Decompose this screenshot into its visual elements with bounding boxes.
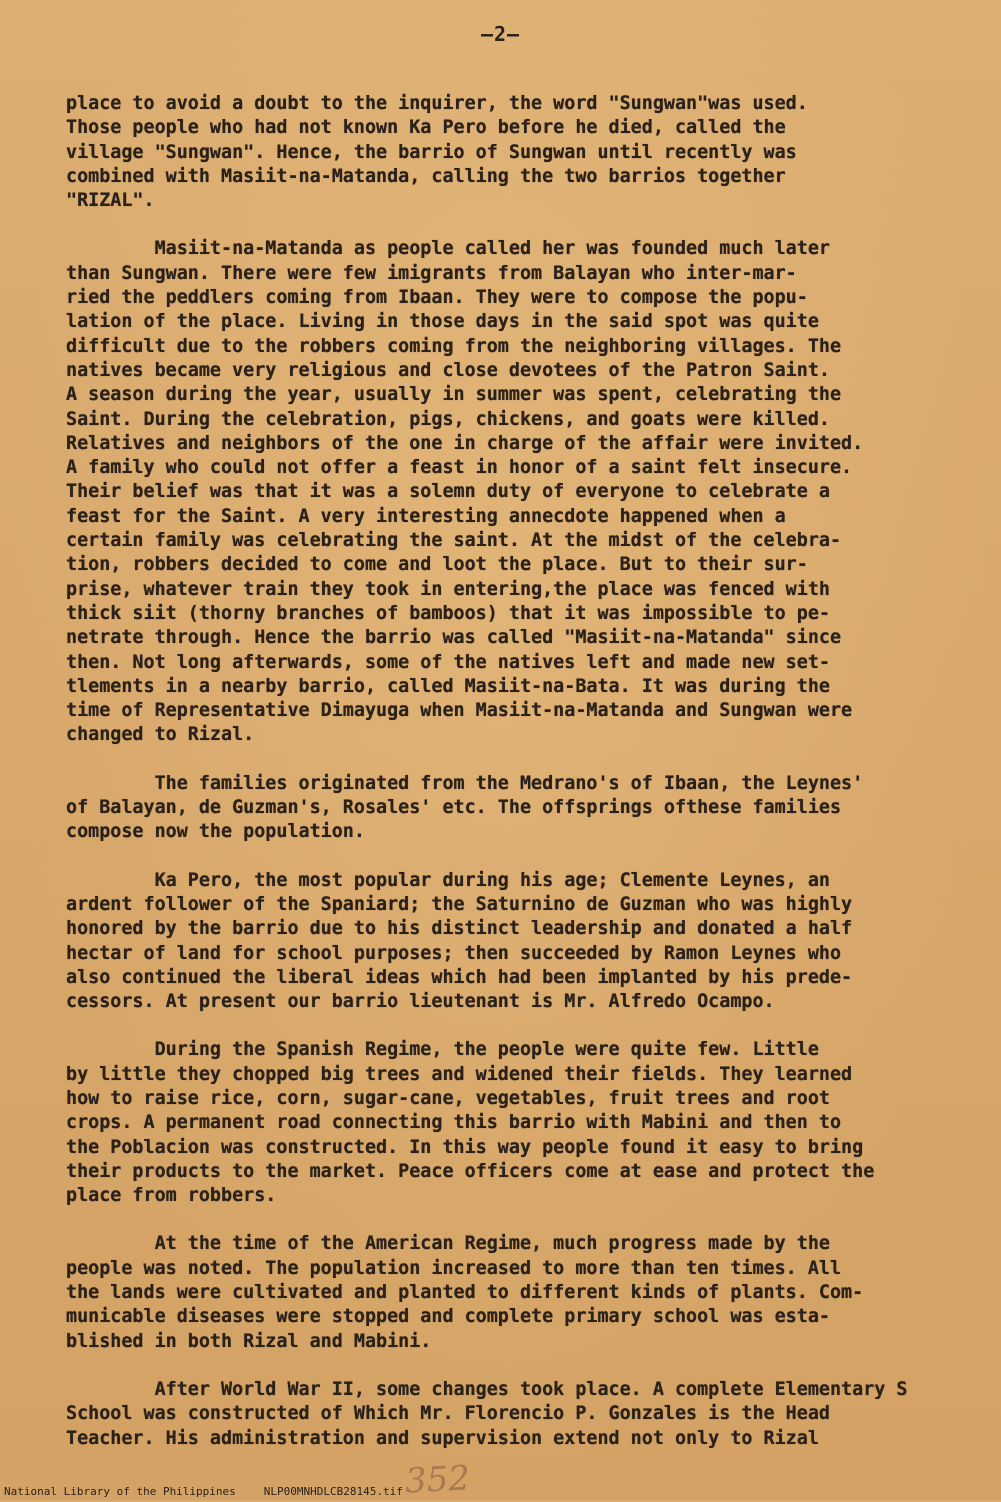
text-line: than Sungwan. There were few imigrants from Balayan who inter-mar- (66, 262, 797, 284)
text-line: Ka Pero, the most popular during his age; Clemente Leynes, an (66, 869, 830, 891)
text-line: crops. A permanent road connecting this barrio with Mabini and then to (66, 1112, 842, 1134)
text-line: School was constructed of Which Mr. Florencio P. Gonzales is the Head (66, 1403, 830, 1425)
text-line: At the time of the American Regime, much progress made by the (66, 1233, 830, 1255)
text-line: honored by the barrio due to his distinct leadership and donated a half (66, 918, 853, 940)
text-line: time of Representative Dimayuga when Masiit-na-Matanda and Sungwan were (66, 700, 853, 722)
page-number: —2— (480, 22, 521, 46)
footer-file-id: NLP00MNHDLCB28145.tif (263, 1485, 403, 1498)
text-line: cessors. At present our barrio lieutenant is Mr. Alfredo Ocampo. (66, 991, 775, 1013)
text-line: the lands were cultivated and planted to different kinds of plants. Com- (66, 1282, 864, 1304)
text-line: lation of the place. Living in those days in the said spot was quite (66, 311, 819, 333)
text-line: "RIZAL". (66, 190, 155, 212)
text-line: the Poblacion was constructed. In this way people found it easy to bring (66, 1136, 864, 1158)
text-line: Their belief was that it was a solemn duty of everyone to celebrate a (66, 481, 830, 503)
text-line: people was noted. The population increased to more than ten times. All (66, 1257, 842, 1279)
text-line: hectar of land for school purposes; then succeeded by Ramon Leynes who (66, 942, 842, 964)
text-line: After World War II, some changes took place. A complete Elementary S (66, 1378, 908, 1400)
text-line: prise, whatever train they took in entering,the place was fenced with (66, 578, 830, 600)
text-line: tion, robbers decided to come and loot the place. But to their sur- (66, 554, 808, 576)
text-line: certain family was celebrating the saint. At the midst of the celebra- (66, 530, 842, 552)
text-line: of Balayan, de Guzman's, Rosales' etc. The offsprings ofthese families (66, 797, 842, 819)
paragraph (66, 772, 966, 845)
text-line: During the Spanish Regime, the people were quite few. Little (66, 1039, 819, 1061)
text-line: changed to Rizal. (66, 724, 255, 746)
scan-footer (4, 1485, 604, 1498)
paragraph (66, 237, 966, 747)
text-line: netrate through. Hence the barrio was called "Masiit-na-Matanda" since (66, 627, 842, 649)
text-line: compose now the population. (66, 821, 365, 843)
text-line: feast for the Saint. A very interesting annecdote happened when a (66, 505, 786, 527)
document-body (66, 92, 966, 1475)
text-line: ried the peddlers coming from Ibaan. They were to compose the popu- (66, 287, 808, 309)
paragraph (66, 869, 966, 1015)
paragraph (66, 1232, 966, 1353)
text-line: place from robbers. (66, 1185, 277, 1207)
text-line: village "Sungwan". Hence, the barrio of Sungwan until recently was (66, 141, 797, 163)
text-line: their products to the market. Peace officers come at ease and protect the (66, 1160, 875, 1182)
text-line: difficult due to the robbers coming from the neighboring villages. The (66, 335, 842, 357)
text-line: combined with Masiit-na-Matanda, calling the two barrios together (66, 165, 786, 187)
text-line: Teacher. His administration and supervision extend not only to Rizal (66, 1427, 819, 1449)
text-line: by little they chopped big trees and widened their fields. They learned (66, 1063, 853, 1085)
paragraph (66, 1378, 966, 1451)
text-line: ardent follower of the Spaniard; the Saturnino de Guzman who was highly (66, 893, 853, 915)
text-line: place to avoid a doubt to the inquirer, the word "Sungwan"was used. (66, 93, 808, 114)
text-line: Masiit-na-Matanda as people called her was founded much later (66, 238, 830, 260)
text-line: A family who could not offer a feast in honor of a saint felt insecure. (66, 457, 853, 479)
text-line: blished in both Rizal and Mabini. (66, 1330, 432, 1352)
text-line: natives became very religious and close devotees of the Patron Saint. (66, 359, 830, 381)
text-line: The families originated from the Medrano's of Ibaan, the Leynes' (66, 772, 864, 794)
paragraph (66, 92, 966, 213)
text-line: also continued the liberal ideas which had been implanted by his prede- (66, 966, 853, 988)
text-line: Saint. During the celebration, pigs, chickens, and goats were killed. (66, 408, 830, 430)
paragraph (66, 1038, 966, 1208)
text-line: Relatives and neighbors of the one in charge of the affair were invited. (66, 432, 864, 454)
text-line: then. Not long afterwards, some of the natives left and made new set- (66, 651, 830, 673)
text-line: tlements in a nearby barrio, called Masiit-na-Bata. It was during the (66, 675, 830, 697)
text-line: how to raise rice, corn, sugar-cane, vegetables, fruit trees and root (66, 1087, 830, 1109)
text-line: thick siit (thorny branches of bamboos) that it was impossible to pe- (66, 602, 830, 624)
footer-library: National Library of the Philippines (4, 1485, 236, 1498)
handwritten-page-mark: 352 (403, 1458, 471, 1502)
text-line: municable diseases were stopped and complete primary school was esta- (66, 1306, 830, 1328)
text-line: A season during the year, usually in summer was spent, celebrating the (66, 384, 842, 406)
text-line: Those people who had not known Ka Pero before he died, called the (66, 117, 786, 139)
